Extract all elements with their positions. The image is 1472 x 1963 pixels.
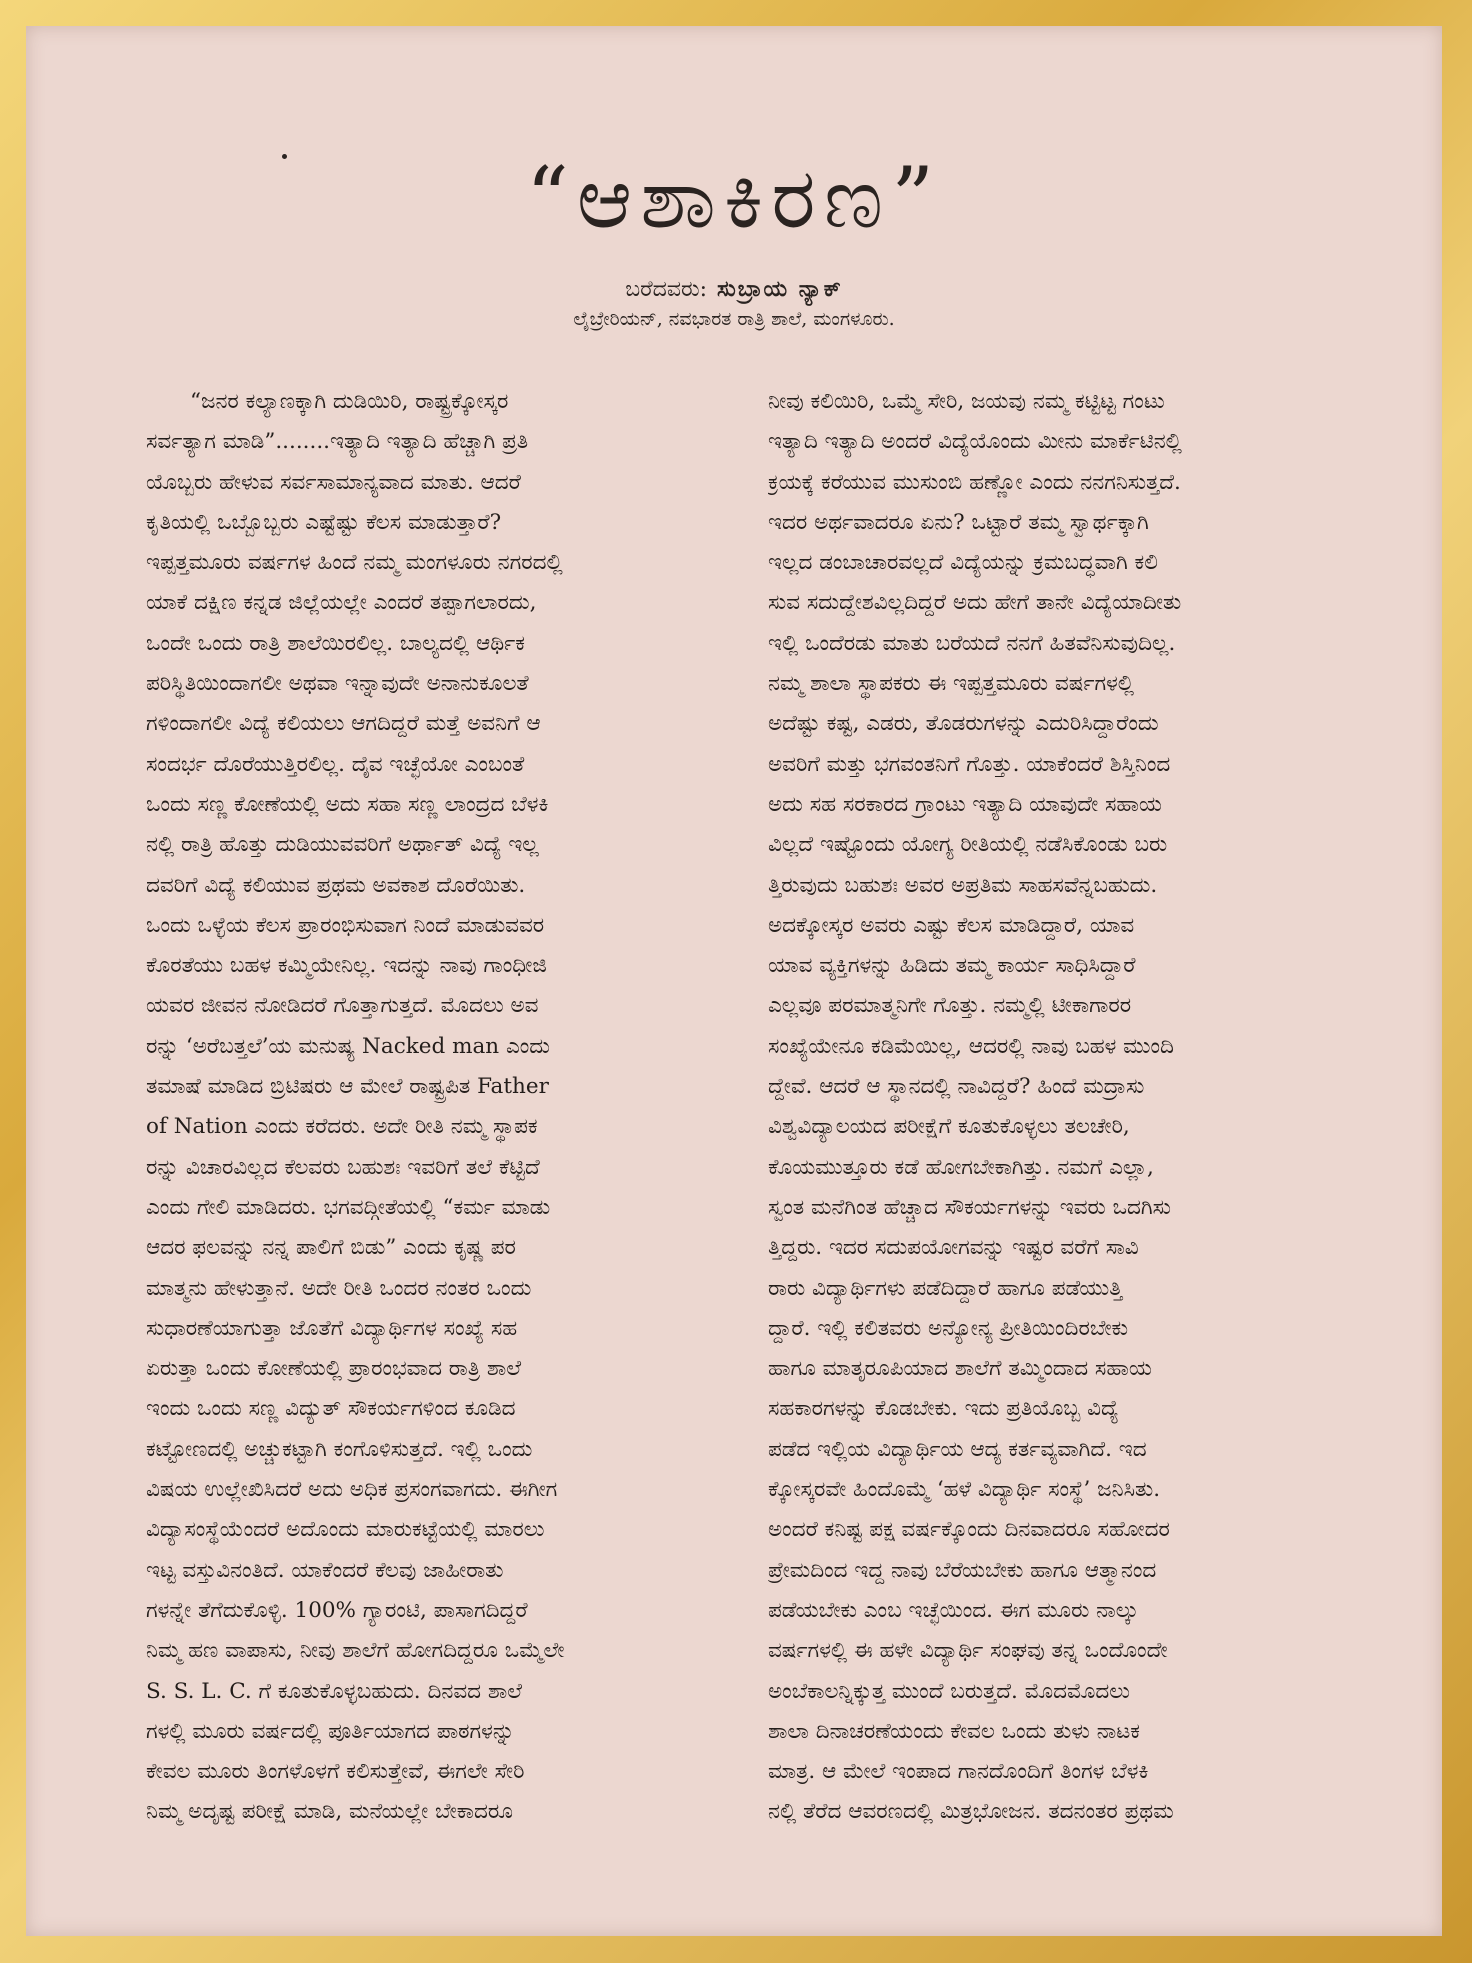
text-line: ಹಾಗೂ ಮಾತೃರೂಪಿಯಾದ ಶಾಲೆಗೆ ತಮ್ಮಿಂದಾದ ಸಹಾಯ — [768, 1356, 1152, 1382]
text-line: ಒಂದು ಒಳ್ಳೆಯ ಕೆಲಸ ಪ್ರಾರಂಭಿಸುವಾಗ ನಿಂದೆ ಮಾಡುವವರ — [146, 912, 545, 938]
text-line: ನಿಮ್ಮ ಅದೃಷ್ಟ ಪರೀಕ್ಷೆ ಮಾಡಿ, ಮನೆಯಲ್ಲೇ ಬೇಕಾದರೂ — [146, 1799, 513, 1825]
text-line: ಗಳಿಂದಾಗಲೀ ವಿದ್ಯೆ ಕಲಿಯಲು ಆಗದಿದ್ದರೆ ಮತ್ತೆ ಅವನಿಗೆ ಆ — [146, 711, 541, 737]
text-line: ವರ್ಷಗಳಲ್ಲಿ ಈ ಹಳೇ ವಿದ್ಯಾರ್ಥಿ ಸಂಘವು ತನ್ನ ಒಂದೊಂದೇ — [768, 1638, 1168, 1664]
text-line: ಎಲ್ಲವೂ ಪರಮಾತ್ಮನಿಗೇ ಗೊತ್ತು. ನಮ್ಮಲ್ಲಿ ಟೀಕಾಗಾರರ — [768, 993, 1132, 1019]
text-line: of Nation ಎಂದು ಕರೆದರು. ಅದೇ ರೀತಿ ನಮ್ಮ ಸ್ಥಾಪಕ — [146, 1114, 538, 1140]
text-line: ಪ್ರೇಮದಿಂದ ಇದ್ದ ನಾವು ಬೆರೆಯಬೇಕು ಹಾಗೂ ಆತ್ಮಾನಂದ — [768, 1557, 1157, 1583]
text-line: ಕೊರತೆಯು ಬಹಳ ಕಮ್ಮಿಯೇನಿಲ್ಲ. ಇದನ್ನು ನಾವು ಗಾಂಧೀಜಿ — [146, 953, 547, 979]
text-line: ನಿಮ್ಮ ಹಣ ವಾಪಾಸು, ನೀವು ಶಾಲೆಗೆ ಹೋಗದಿದ್ದರೂ ಒಮ್ಮೆಲೇ — [146, 1638, 565, 1664]
text-line: ಅಂಬೆಕಾಲನ್ನಿಕ್ಕುತ್ತ ಮುಂದೆ ಬರುತ್ತದೆ. ಮೊದಮೊದಲು — [768, 1678, 1131, 1704]
article-page — [26, 26, 1442, 1936]
byline-label: ಬರೆದವರು: — [625, 277, 708, 302]
text-line: ಕ್ರಯಕ್ಕೆ ಕರೆಯುವ ಮುಸುಂಬಿ ಹಣ್ಣೋ ಎಂದು ನನಗನಿಸುತ್ತದೆ. — [768, 469, 1181, 495]
author-name: ಸುಬ್ರಾಯ ನ್ಯಾಕ್ — [717, 276, 843, 302]
text-line: ನಲ್ಲಿ ರಾತ್ರಿ ಹೊತ್ತು ದುಡಿಯುವವರಿಗೆ ಅರ್ಥಾತ್ ವಿದ್ಯೆ ಇಲ್ಲ — [146, 832, 539, 858]
left-text-column — [146, 382, 746, 1902]
text-line: ಯಾಕೆ ದಕ್ಷಿಣ ಕನ್ನಡ ಜಿಲ್ಲೆಯಲ್ಲೇ ಎಂದರೆ ತಪ್ಪಾಗಲಾರದು, — [146, 590, 537, 616]
text-line: ಯೊಬ್ಬರು ಹೇಳುವ ಸರ್ವಸಾಮಾನ್ಯವಾದ ಮಾತು. ಆದರೆ — [146, 469, 521, 495]
text-line: ಇಲ್ಲದ ಡಂಬಾಚಾರವಲ್ಲದೆ ವಿದ್ಯೆಯನ್ನು ಕ್ರಮಬದ್ಧವಾಗಿ ಕಲಿ — [768, 550, 1158, 576]
text-line: “ಜನರ ಕಲ್ಯಾಣಕ್ಕಾಗಿ ದುಡಿಯಿರಿ, ರಾಷ್ಟ್ರಕ್ಕೋಸ್ಕರ — [190, 389, 509, 414]
text-line: ಗಳನ್ನೇ ತೆಗೆದುಕೊಳ್ಳಿ. 100% ಗ್ಯಾರಂಟಿ, ಪಾಸಾಗದಿದ್ದರೆ — [146, 1597, 528, 1623]
text-line: ನಲ್ಲಿ ತೆರೆದ ಆವರಣದಲ್ಲಿ ಮಿತ್ರಭೋಜನ. ತದನಂತರ ಪ್ರಥಮ — [768, 1799, 1174, 1825]
text-line: ವಿಶ್ವವಿದ್ಯಾಲಯದ ಪರೀಕ್ಷೆಗೆ ಕೂತುಕೊಳ್ಳಲು ತಲಚೇರಿ, — [768, 1114, 1130, 1140]
text-line: ಒಂದೇ ಒಂದು ರಾತ್ರಿ ಶಾಲೆಯಿರಲಿಲ್ಲ. ಬಾಲ್ಯದಲ್ಲಿ ಆರ್ಥಿಕ — [146, 630, 525, 656]
text-line: ಕೃತಿಯಲ್ಲಿ ಒಬ್ಬೊಬ್ಬರು ಎಷ್ಟೆಷ್ಟು ಕೆಲಸ ಮಾಡುತ್ತಾರೆ? — [146, 509, 502, 535]
text-line: ನಮ್ಮ ಶಾಲಾ ಸ್ಥಾಪಕರು ಈ ಇಪ್ಪತ್ತಮೂರು ವರ್ಷಗಳಲ್ಲಿ — [768, 671, 1135, 697]
text-line: ದವರಿಗೆ ವಿದ್ಯೆ ಕಲಿಯುವ ಪ್ರಥಮ ಅವಕಾಶ ದೊರೆಯಿತು. — [146, 872, 526, 898]
text-line: ನೀವು ಕಲಿಯಿರಿ, ಒಮ್ಮೆ ಸೇರಿ, ಜಯವು ನಮ್ಮ ಕಟ್ಟಿಟ್ಟ ಗಂಟು — [768, 389, 1165, 414]
text-line: ಸ್ವಂತ ಮನೆಗಿಂತ ಹೆಚ್ಚಾದ ಸೌಕರ್ಯಗಳನ್ನು ಇವರು ಒದಗಿಸು — [768, 1194, 1171, 1220]
text-line: ದ್ದೇವೆ. ಆದರೆ ಆ ಸ್ಥಾನದಲ್ಲಿ ನಾವಿದ್ದರೆ? ಹಿಂದೆ ಮದ್ರಾಸು — [768, 1074, 1145, 1100]
text-line: ಸಂದರ್ಭ ದೊರೆಯುತ್ತಿರಲಿಲ್ಲ. ದೈವ ಇಚ್ಛೆಯೋ ಎಂಬಂತೆ — [146, 751, 525, 777]
text-line: ತ್ತಿದ್ದರು. ಇದರ ಸದುಪಯೋಗವನ್ನು ಇಷ್ಟರ ವರೆಗೆ ಸಾವಿ — [768, 1235, 1139, 1261]
text-line: ಕೇವಲ ಮೂರು ತಿಂಗಳೊಳಗೆ ಕಲಿಸುತ್ತೇವೆ, ಈಗಲೇ ಸೇರಿ — [146, 1759, 525, 1785]
text-line: ಅದೆಷ್ಟು ಕಷ್ಟ, ಎಡರು, ತೊಡರುಗಳನ್ನು ಎದುರಿಸಿದ್ದಾರೆಂದು — [768, 711, 1159, 737]
text-line: ಇಪ್ಪತ್ತಮೂರು ವರ್ಷಗಳ ಹಿಂದೆ ನಮ್ಮ ಮಂಗಳೂರು ನಗರದಲ್ಲಿ — [146, 550, 563, 576]
text-line: ಅಂದರೆ ಕನಿಷ್ಟ ಪಕ್ಷ ವರ್ಷಕ್ಕೊಂದು ದಿನವಾದರೂ ಸಹೋದರ — [768, 1517, 1170, 1543]
text-line: ಕಟ್ಟೋಣದಲ್ಲಿ ಅಚ್ಚುಕಟ್ಟಾಗಿ ಕಂಗೊಳಿಸುತ್ತದೆ. ಇಲ್ಲಿ ಒಂದು — [146, 1436, 533, 1462]
text-line: ಪಡೆದ ಇಲ್ಲಿಯ ವಿದ್ಯಾರ್ಥಿಯ ಆದ್ಯ ಕರ್ತವ್ಯವಾಗಿದೆ. ಇದ — [768, 1436, 1147, 1462]
text-line: ತಮಾಷೆ ಮಾಡಿದ ಬ್ರಿಟಿಷರು ಆ ಮೇಲೆ ರಾಷ್ಟ್ರಪಿತ Father — [146, 1074, 549, 1100]
text-line: ಅದು ಸಹ ಸರಕಾರದ ಗ್ರಾಂಟು ಇತ್ಯಾದಿ ಯಾವುದೇ ಸಹಾಯ — [768, 791, 1162, 817]
text-line: ಇಲ್ಲಿ ಒಂದೆರಡು ಮಾತು ಬರೆಯದೆ ನನಗೆ ಹಿತವೆನಿಸುವುದಿಲ್ಲ. — [768, 630, 1176, 656]
text-line: ರನ್ನು ವಿಚಾರವಿಲ್ಲದ ಕೆಲವರು ಬಹುಶಃ ಇವರಿಗೆ ತಲೆ ಕೆಟ್ಟಿದೆ — [146, 1154, 540, 1180]
text-line: ತ್ತಿರುವುದು ಬಹುಶಃ ಅವರ ಅಪ್ರತಿಮ ಸಾಹಸವೆನ್ನಬಹುದು. — [768, 872, 1158, 898]
author-affiliation: ಲೈಬ್ರೇರಿಯನ್, ನವಭಾರತ ರಾತ್ರಿ ಶಾಲೆ, ಮಂಗಳೂರು. — [573, 308, 895, 330]
byline — [26, 276, 1442, 302]
text-line: ರಾರು ವಿದ್ಯಾರ್ಥಿಗಳು ಪಡೆದಿದ್ದಾರೆ ಹಾಗೂ ಪಡೆಯುತ್ತಿ — [768, 1275, 1123, 1301]
text-line: ಸಂಖ್ಯೆಯೇನೂ ಕಡಿಮೆಯಿಲ್ಲ, ಆದರಲ್ಲಿ ನಾವು ಬಹಳ ಮುಂದಿ — [768, 1033, 1174, 1059]
text-line: ವಿದ್ಯಾಸಂಸ್ಥೆಯೆಂದರೆ ಅದೊಂದು ಮಾರುಕಟ್ಟೆಯಲ್ಲಿ ಮಾರಲು — [146, 1517, 545, 1543]
text-line: ಸುವ ಸದುದ್ದೇಶವಿಲ್ಲದಿದ್ದರೆ ಅದು ಹೇಗೆ ತಾನೇ ವಿದ್ಯೆಯಾದೀತು — [768, 590, 1182, 616]
text-line: ಇಂದು ಒಂದು ಸಣ್ಣ ವಿದ್ಯುತ್ ಸೌಕರ್ಯಗಳಿಂದ ಕೂಡಿದ — [146, 1396, 516, 1422]
text-line: ಇತ್ಯಾದಿ ಇತ್ಯಾದಿ ಅಂದರೆ ವಿದ್ಯೆಯೊಂದು ಮೀನು ಮಾರ್ಕೆಟಿನಲ್ಲಿ — [768, 429, 1182, 455]
text-line: ಪಡೆಯಬೇಕು ಎಂಬ ಇಚ್ಛೆಯಿಂದ. ಈಗ ಮೂರು ನಾಲ್ಕು — [768, 1597, 1139, 1623]
text-line: ಅವರಿಗೆ ಮತ್ತು ಭಗವಂತನಿಗೆ ಗೊತ್ತು. ಯಾಕೆಂದರೆ ಶಿಸ್ತಿನಿಂದ — [768, 751, 1171, 777]
text-line: ಮಾತ್ರ. ಆ ಮೇಲೆ ಇಂಪಾದ ಗಾನದೊಂದಿಗೆ ತಿಂಗಳ ಬೆಳಕಿ — [768, 1759, 1149, 1785]
text-line: ಗಳಲ್ಲಿ ಮೂರು ವರ್ಷದಲ್ಲಿ ಪೂರ್ತಿಯಾಗದ ಪಾಠಗಳನ್ನು — [146, 1718, 515, 1744]
text-line: ಇದರ ಅರ್ಥವಾದರೂ ಏನು? ಒಟ್ಟಾರೆ ತಮ್ಮ ಸ್ವಾರ್ಥಕ್ಕಾಗಿ — [768, 509, 1149, 535]
text-line: ಪರಿಸ್ಥಿತಿಯಿಂದಾಗಲೀ ಅಥವಾ ಇನ್ನಾವುದೇ ಅನಾನುಕೂಲತೆ — [146, 671, 529, 697]
text-line: S. S. L. C. ಗೆ ಕೂತುಕೊಳ್ಳಬಹುದು. ದಿನವದ ಶಾಲೆ — [146, 1678, 523, 1704]
text-line: ವಿಷಯ ಉಲ್ಲೇಖಿಸಿದರೆ ಅದು ಅಧಿಕ ಪ್ರಸಂಗವಾಗದು. ಈಗೀಗ — [146, 1477, 558, 1503]
text-line: ಎಂದು ಗೇಲಿ ಮಾಡಿದರು. ಭಗವದ್ಗೀತೆಯಲ್ಲಿ “ಕರ್ಮ ಮಾಡು — [146, 1194, 551, 1220]
text-line: ರನ್ನು ‘ಅರೆಬತ್ತಲೆ’ಯ ಮನುಷ್ಯ Nacked man ಎಂದು — [146, 1033, 551, 1059]
text-line: ಸರ್ವತ್ಯಾಗ ಮಾಡಿ”........ಇತ್ಯಾದಿ ಇತ್ಯಾದಿ ಹೆಚ್ಚಾಗಿ ಪ್ರತಿ — [146, 429, 529, 455]
text-line: ದ್ದಾರೆ. ಇಲ್ಲಿ ಕಲಿತವರು ಅನ್ಯೋನ್ಯ ಪ್ರೀತಿಯಿಂದಿರಬೇಕು — [768, 1315, 1129, 1341]
text-line: ಕ್ಕೋಸ್ಕರವೇ ಹಿಂದೊಮ್ಮೆ ‘ಹಳೆ ವಿದ್ಯಾರ್ಥಿ ಸಂಸ್ಥೆ’ ಜನಿಸಿತು. — [768, 1477, 1161, 1503]
text-line: ಸಹಕಾರಗಳನ್ನು ಕೊಡಬೇಕು. ಇದು ಪ್ರತಿಯೊಬ್ಬ ವಿದ್ಯೆ — [768, 1396, 1119, 1422]
text-line: ಯಾವ ವ್ಯಕ್ತಿಗಳನ್ನು ಹಿಡಿದು ತಮ್ಮ ಕಾರ್ಯ ಸಾಧಿಸಿದ್ದಾರೆ — [768, 953, 1136, 979]
text-line: ಸುಧಾರಣೆಯಾಗುತ್ತಾ ಜೊತೆಗೆ ವಿದ್ಯಾರ್ಥಿಗಳ ಸಂಖ್ಯೆ ಸಹ — [146, 1315, 518, 1341]
right-text-column — [768, 382, 1368, 1902]
text-line: ವಿಲ್ಲದೆ ಇಷ್ಟೊಂದು ಯೋಗ್ಯ ರೀತಿಯಲ್ಲಿ ನಡೆಸಿಕೊಂಡು ಬರು — [768, 832, 1168, 858]
article-title: “ಆಶಾಕಿರಣ” — [525, 149, 943, 247]
text-line: ಶಾಲಾ ದಿನಾಚರಣೆಯಂದು ಕೇವಲ ಒಂದು ತುಳು ನಾಟಕ — [768, 1718, 1140, 1744]
text-line: ಮಾತ್ಮನು ಹೇಳುತ್ತಾನೆ. ಅದೇ ರೀತಿ ಒಂದರ ನಂತರ ಒಂದು — [146, 1275, 532, 1301]
text-line: ಇಟ್ಟ ವಸ್ತುವಿನಂತಿದೆ. ಯಾಕೆಂದರೆ ಕೆಲವು ಜಾಹೀರಾತು — [146, 1557, 504, 1583]
text-line: ಆದರ ಫಲವನ್ನು ನನ್ನ ಪಾಲಿಗೆ ಬಿಡು” ಎಂದು ಕೃಷ್ಣ ಪರ — [146, 1235, 516, 1261]
text-line: ಯವರ ಜೀವನ ನೋಡಿದರೆ ಗೊತ್ತಾಗುತ್ತದೆ. ಮೊದಲು ಅವ — [146, 993, 539, 1019]
text-line: ಅದಕ್ಕೋಸ್ಕರ ಅವರು ಎಷ್ಟು ಕೆಲಸ ಮಾಡಿದ್ದಾರೆ, ಯಾವ — [768, 912, 1135, 938]
text-line: ಒಂದು ಸಣ್ಣ ಕೋಣೆಯಲ್ಲಿ ಅದು ಸಹಾ ಸಣ್ಣ ಲಾಂದ್ರದ ಬೆಳಕಿ — [146, 791, 549, 817]
text-line: ಏರುತ್ತಾ ಒಂದು ಕೋಣೆಯಲ್ಲಿ ಪ್ರಾರಂಭವಾದ ರಾತ್ರಿ ಶಾಲೆ — [146, 1356, 522, 1382]
text-line: ಕೊಯಮುತ್ತೂರು ಕಡೆ ಹೋಗಬೇಕಾಗಿತ್ತು. ನಮಗೆ ಎಲ್ಲಾ, — [768, 1154, 1154, 1180]
